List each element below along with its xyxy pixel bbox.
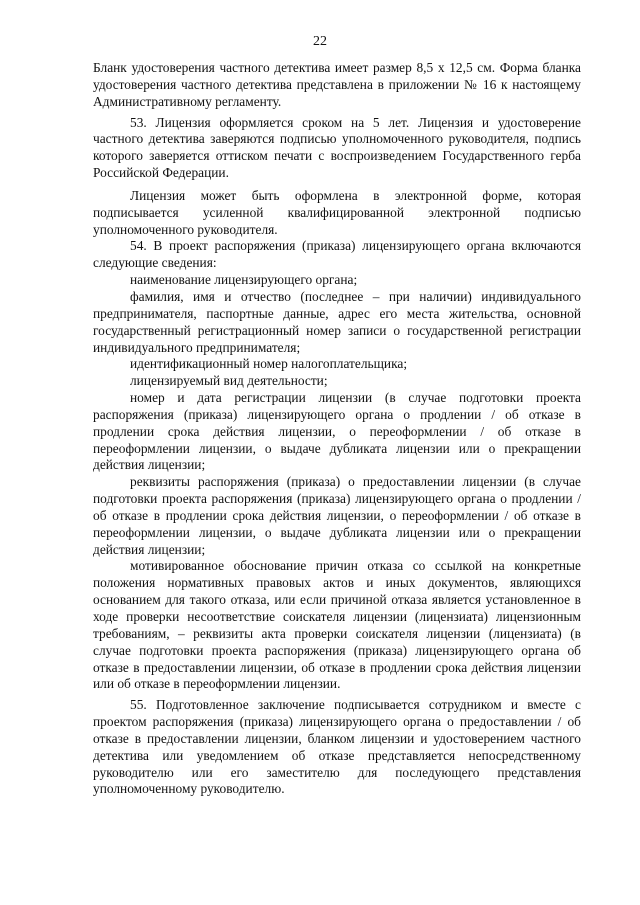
paragraph-53: 53. Лицензия оформляется сроком на 5 лет. Лицензия и удостоверение частного детектива заверяются подписью уполномоченного руководителя, подпись которого заверяется оттиском печати с воспроизведением Государственного герба Российской Федерации. <box>93 114 581 181</box>
list-item-refusal-justification: мотивированное обоснование причин отказа со ссылкой на конкретные положения нормативных правовых актов и иных документов, являющихся основанием для такого отказа, или если причиной отказа является установленное в ходе проверки несоответствие соискателя лицензии (лицензиата) лицензионным требованиям, – реквизиты акта проверки соискателя лицензии (лицензиата) (в случае подготовки проекта распоряжения (приказа) лицензирующего органа об отказе в предоставлении лицензии, об отказе в продлении срока действия лицензии или об отказе в переоформлении лицензии. <box>93 558 581 692</box>
list-item-tax-id: идентификационный номер налогоплательщика; <box>130 356 408 372</box>
list-item-entrepreneur-details: фамилия, имя и отчество (последнее – при наличии) индивидуального предпринимателя, паспортные данные, адрес его места жительства, основной государственный регистрационный номер записи о государственной регистрации индивидуального предпринимателя; <box>93 288 581 355</box>
list-item-order-details: реквизиты распоряжения (приказа) о предоставлении лицензии (в случае подготовки проекта распоряжения (приказа) лицензирующего органа о продлении / об отказе в продлении срока действия лицензии, о переоформлении / об отказе в переоформлении лицензии, о выдаче дубликата лицензии или о прекращении действия лицензии; <box>93 474 581 557</box>
paragraph-electronic-license: Лицензия может быть оформлена в электронной форме, которая подписывается усиленной квалифицированной электронной подписью уполномоченного руководителя. <box>93 187 581 237</box>
list-item-authority-name: наименование лицензирующего органа; <box>130 272 358 288</box>
list-item-activity-type: лицензируемый вид деятельности; <box>130 373 328 389</box>
document-body <box>93 60 581 798</box>
list-item-registration-number: номер и дата регистрации лицензии (в случае подготовки проекта распоряжения (приказа) лицензирующего органа о продлении / об отказе в продлении срока действия лицензии, о переоформлении / об отказе в переоформлении лицензии, о выдаче дубликата лицензии или о прекращении действия лицензии; <box>93 390 581 473</box>
page-number: 22 <box>313 34 327 49</box>
paragraph-55: 55. Подготовленное заключение подписывается сотрудником и вместе с проектом распоряжения (приказа) лицензирующего органа о предоставлении / об отказе в предоставлении лицензии, бланком лицензии и удостоверением частного детектива или уведомлением об отказе представляется непосредственному руководителю или его заместителю для последующего представления уполномоченному руководителю. <box>93 697 581 797</box>
paragraph-form-size: Бланк удостоверения частного детектива имеет размер 8,5 х 12,5 см. Форма бланка удостоверения частного детектива представлена в приложении № 16 к настоящему Административному регламенту. <box>93 60 581 109</box>
paragraph-54: 54. В проект распоряжения (приказа) лицензирующего органа включаются следующие сведения: <box>93 238 581 271</box>
